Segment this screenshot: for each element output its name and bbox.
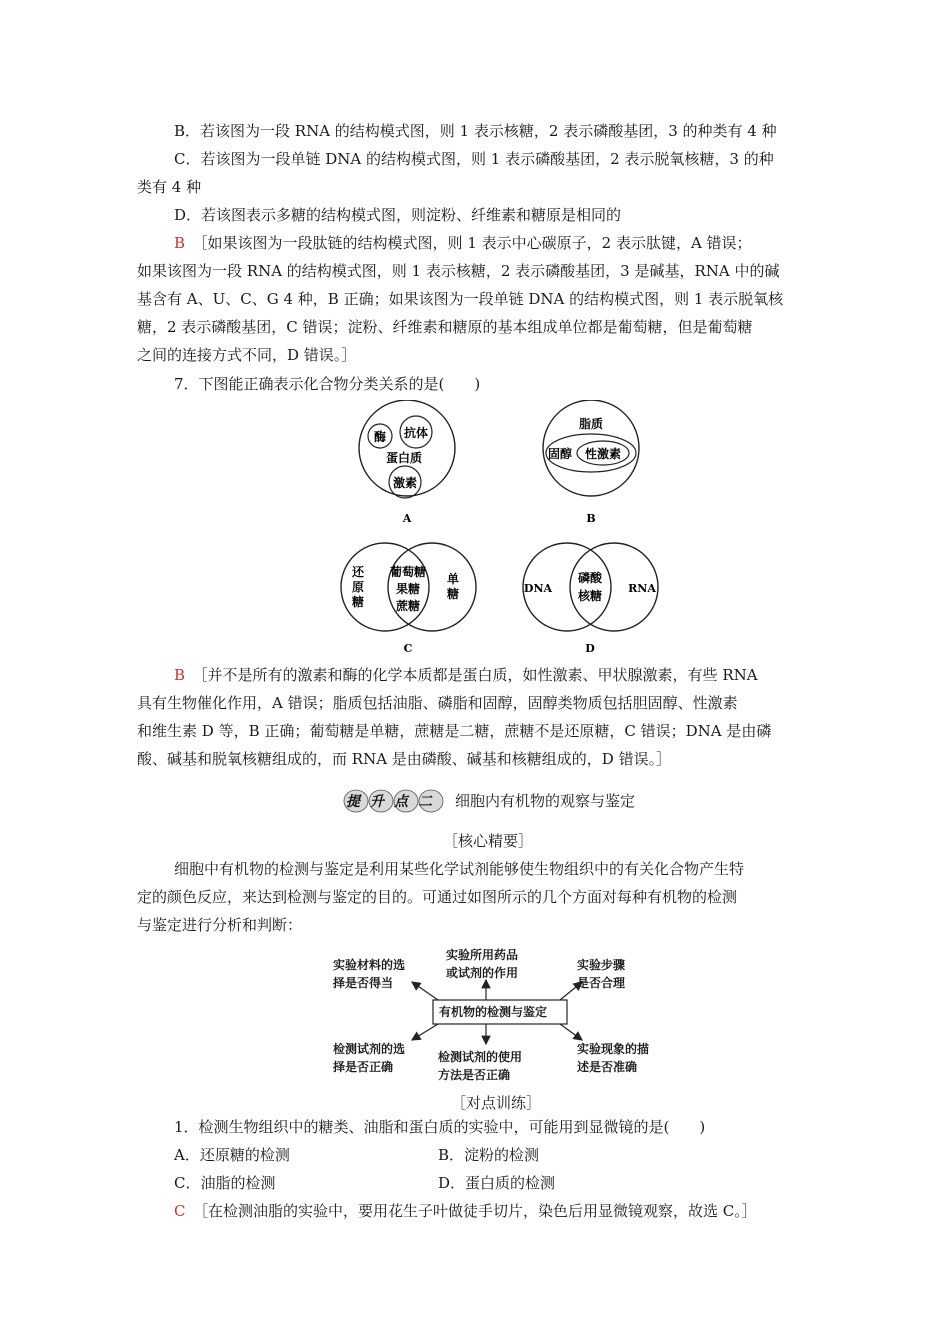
figure-c-left-3: 糖 bbox=[351, 595, 365, 609]
training-q1-explanation bbox=[174, 1200, 757, 1222]
q6-option-c-cont: 类有 4 种 bbox=[137, 178, 202, 196]
flow-bottom-center-1: 检测试剂的使用 bbox=[438, 1050, 523, 1064]
flow-bottom-left-2: 择是否正确 bbox=[333, 1060, 394, 1074]
figure-a-label: A bbox=[402, 512, 412, 525]
section-title: 细胞内有机物的观察与鉴定 bbox=[455, 792, 636, 810]
figure-a bbox=[359, 400, 455, 525]
q6-option-d: D．若该图表示多糖的结构模式图，则淀粉、纤维素和糖原是相同的 bbox=[174, 206, 622, 224]
training-q1-expl-text: ［在检测油脂的实验中，要用花生子叶做徒手切片，染色后用显微镜观察，故选 C。］ bbox=[200, 1202, 757, 1220]
q6-answer: B bbox=[174, 234, 186, 252]
flow-top-left-2: 择是否得当 bbox=[333, 976, 394, 990]
figure-c-right-1: 单 bbox=[446, 572, 460, 586]
figure-d-mid-1: 磷酸 bbox=[577, 571, 603, 585]
figure-c-left-2: 原 bbox=[351, 580, 365, 594]
q6-explanation-line2: 如果该图为一段 RNA 的结构模式图，则 1 表示核糖，2 表示磷酸基团，3 是碱基，RNA 中的碱 bbox=[137, 262, 780, 280]
figure-b-label: B bbox=[586, 512, 596, 525]
q7-expl-text: ［并不是所有的激素和酶的化学本质都是蛋白质，如性激素、甲状腺激素，有些 RNA bbox=[200, 666, 758, 684]
training-q1-option-a: A．还原糖的检测 bbox=[174, 1146, 290, 1164]
figure-c-right-2: 糖 bbox=[446, 587, 460, 601]
q6-explanation-line5: 之间的连接方式不同，D 错误。］ bbox=[137, 346, 357, 364]
section-para-line3: 与鉴定进行分析和判断： bbox=[137, 916, 303, 934]
flow-bottom-center-2: 方法是否正确 bbox=[438, 1068, 511, 1082]
flow-top-right-2: 是否合理 bbox=[577, 976, 626, 990]
figure-b-sex-hormone: 性激素 bbox=[584, 447, 622, 461]
q7-answer: B bbox=[174, 666, 186, 684]
q6-expl-text: ［如果该图为一段肽链的结构模式图，则 1 表示中心碳原子，2 表示肽键，A 错误； bbox=[200, 234, 752, 252]
q7-figures bbox=[330, 400, 670, 660]
figure-d-dna: DNA bbox=[523, 582, 553, 595]
q6-explanation-line4: 糖，2 表示磷酸基团，C 错误；淀粉、纤维素和糖原的基本组成单位都是葡萄糖，但是葡萄糖 bbox=[137, 318, 753, 336]
flow-bottom-right-1: 实验现象的描 bbox=[577, 1042, 650, 1056]
figure-c-label: C bbox=[403, 642, 413, 655]
figure-b bbox=[543, 400, 639, 525]
flow-top-center-2: 或试剂的作用 bbox=[446, 966, 519, 980]
section-para-line1: 细胞中有机物的检测与鉴定是利用某些化学试剂能够使生物组织中的有关化合物产生特 bbox=[174, 860, 745, 878]
figure-b-lipid: 脂质 bbox=[578, 417, 604, 431]
flow-top-right-1: 实验步骤 bbox=[577, 958, 626, 972]
figure-a-enzyme: 酶 bbox=[373, 430, 387, 444]
figure-c-mid-2: 果糖 bbox=[395, 582, 421, 596]
figure-c-mid-1: 葡萄糖 bbox=[389, 565, 427, 579]
flow-top-center-1: 实验所用药品 bbox=[446, 948, 519, 962]
section-badge bbox=[343, 788, 446, 814]
q6-explanation-line3: 基含有 A、U、C、G 4 种，B 正确；如果该图为一段单链 DNA 的结构模式图，则 1 表示脱氧核 bbox=[137, 290, 784, 308]
training-heading: ［对点训练］ bbox=[451, 1094, 542, 1112]
q7-explanation-line2: 具有生物催化作用，A 错误；脂质包括油脂、磷脂和固醇，固醇类物质包括胆固醇、性激素 bbox=[137, 694, 738, 712]
q7-explanation-line4: 酸、碱基和脱氧核糖组成的，而 RNA 是由磷酸、碱基和核糖组成的，D 错误。］ bbox=[137, 750, 672, 768]
figure-d bbox=[523, 543, 658, 655]
section-badge-text: 提升点二 bbox=[346, 794, 442, 810]
flow-bottom-right-2: 述是否准确 bbox=[577, 1060, 638, 1074]
q6-explanation-line1 bbox=[174, 232, 752, 254]
figure-d-rna: RNA bbox=[628, 582, 656, 595]
training-q1-option-b: B．淀粉的检测 bbox=[438, 1146, 540, 1164]
figure-c bbox=[341, 543, 476, 655]
figure-a-antibody: 抗体 bbox=[403, 426, 429, 440]
q6-option-c: C．若该图为一段单链 DNA 的结构模式图，则 1 表示磷酸基团，2 表示脱氧核糖，3 的种 bbox=[174, 150, 774, 168]
figure-a-protein: 蛋白质 bbox=[385, 451, 423, 465]
q6-option-b: B．若该图为一段 RNA 的结构模式图，则 1 表示核糖，2 表示磷酸基团，3 的种类有 4 种 bbox=[174, 122, 777, 140]
figure-a-hormone: 激素 bbox=[392, 476, 418, 490]
q7-explanation-line1 bbox=[174, 664, 758, 686]
training-q1-answer: C bbox=[174, 1202, 186, 1220]
flow-top-left-1: 实验材料的选 bbox=[333, 958, 406, 972]
figure-d-mid-2: 核糖 bbox=[577, 589, 603, 603]
training-q1-option-c: C．油脂的检测 bbox=[174, 1174, 276, 1192]
q7-explanation-line3: 和维生素 D 等，B 正确；葡萄糖是单糖，蔗糖是二糖，蔗糖不是还原糖，C 错误；DNA 是由磷 bbox=[137, 722, 772, 740]
figure-d-label: D bbox=[585, 642, 595, 655]
section-para-line2: 定的颜色反应，来达到检测与鉴定的目的。可通过如图所示的几个方面对每种有机物的检测 bbox=[137, 888, 738, 906]
flow-bottom-left-1: 检测试剂的选 bbox=[333, 1042, 406, 1056]
figure-c-left-1: 还 bbox=[351, 565, 365, 579]
training-q1-option-d: D．蛋白质的检测 bbox=[438, 1174, 556, 1192]
flow-center: 有机物的检测与鉴定 bbox=[439, 1005, 548, 1019]
training-q1-stem: 1．检测生物组织中的糖类、油脂和蛋白质的实验中，可能用到显微镜的是( ) bbox=[174, 1118, 706, 1136]
figure-b-sterol: 固醇 bbox=[547, 447, 573, 461]
core-heading: ［核心精要］ bbox=[443, 832, 534, 850]
figure-c-mid-3: 蔗糖 bbox=[395, 599, 421, 613]
q7-stem: 7．下图能正确表示化合物分类关系的是( ) bbox=[174, 375, 481, 393]
